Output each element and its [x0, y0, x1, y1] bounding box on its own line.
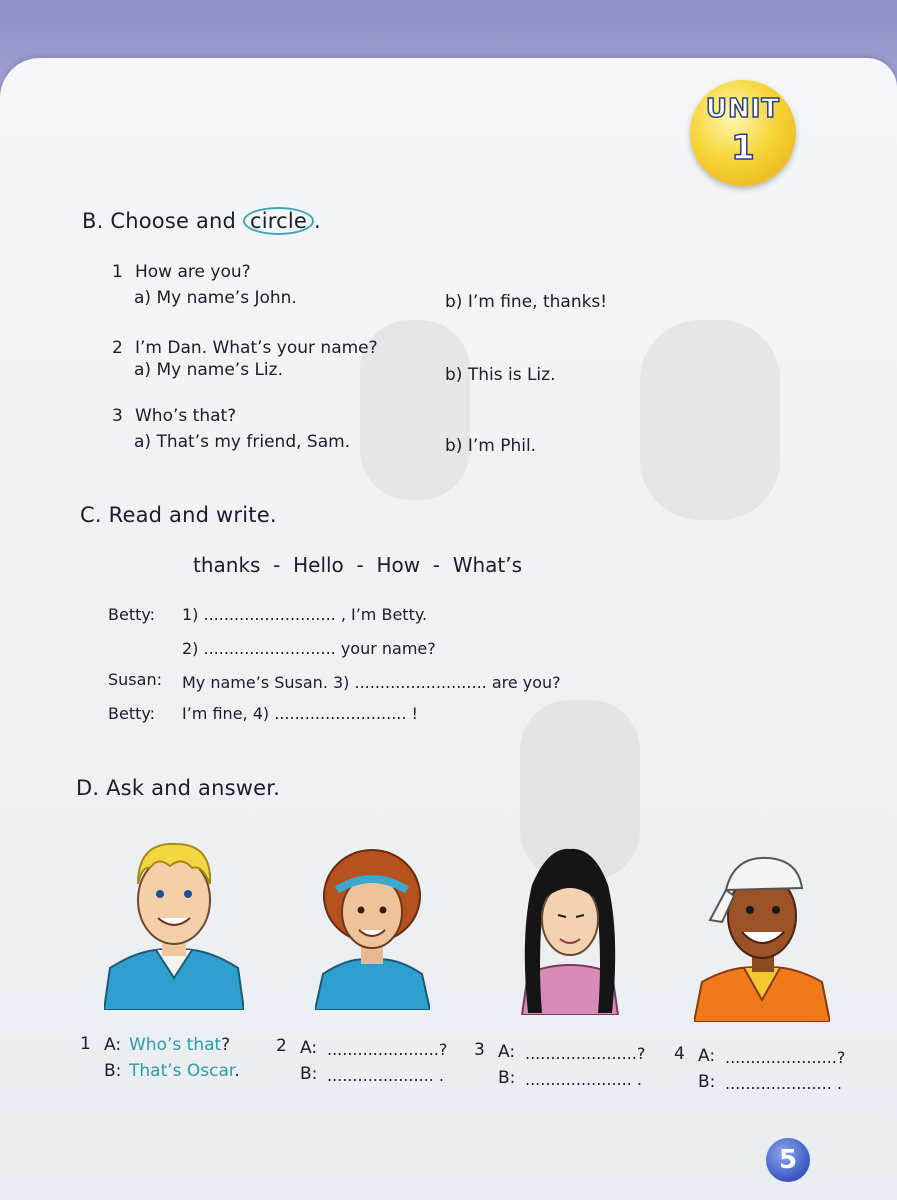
section-b-heading — [82, 207, 321, 235]
dialogue-line-1[interactable]: 1) .......................... , I’m Betty. — [182, 605, 428, 624]
boy-cap-illustration — [694, 850, 830, 1022]
question-3-text: Who’s that? — [135, 406, 237, 426]
dialogue-line-3[interactable]: My name’s Susan. 3) .......................... are you? — [182, 673, 561, 692]
word-bank: thanks - Hello - How - What’s — [193, 553, 523, 577]
unit-badge — [690, 80, 796, 186]
question-1-option-a[interactable]: a) My name’s John. — [134, 288, 297, 308]
section-d-heading: D. Ask and answer. — [76, 776, 281, 800]
question-2-number: 2 — [112, 338, 123, 358]
dialogue-1-question — [129, 1035, 230, 1055]
dialogue-speaker: Betty: — [108, 605, 156, 624]
section-b-heading-pre: B. Choose and — [82, 209, 237, 233]
dialogue-speaker: Susan: — [108, 670, 162, 689]
page-number: 5 — [766, 1138, 810, 1182]
question-1-option-b[interactable]: b) I’m fine, thanks! — [445, 292, 608, 312]
dialogue-4-number: 4 — [674, 1044, 685, 1064]
unit-label: UNIT — [705, 94, 781, 124]
dialogue-3-answer-blank[interactable]: ..................... . — [525, 1070, 642, 1089]
dialogue-1-question-mark: ? — [221, 1035, 231, 1055]
question-3-number: 3 — [112, 406, 123, 426]
dialogue-4-b-label: B: — [698, 1072, 716, 1092]
unit-number: 1 — [731, 128, 755, 168]
section-c-heading: C. Read and write. — [80, 503, 277, 527]
dialogue-2-question-blank[interactable]: ......................? — [327, 1040, 448, 1059]
bleed-through-figure — [640, 320, 780, 520]
dialogue-4-question-blank[interactable]: ......................? — [725, 1048, 846, 1067]
dialogue-line-4[interactable]: I’m fine, 4) .......................... ! — [182, 704, 418, 723]
dialogue-3-question-blank[interactable]: ......................? — [525, 1044, 646, 1063]
dialogue-1-number: 1 — [80, 1034, 91, 1054]
dialogue-3-b-label: B: — [498, 1068, 516, 1088]
girl-headband-illustration — [315, 838, 430, 1010]
dialogue-2-a-label: A: — [300, 1038, 318, 1058]
dialogue-speaker: Betty: — [108, 704, 156, 723]
dialogue-1-question-text: Who’s that — [129, 1035, 222, 1055]
dialogue-1-a-label: A: — [104, 1035, 122, 1055]
question-2-option-a[interactable]: a) My name’s Liz. — [134, 360, 283, 380]
dialogue-line-2[interactable]: 2) .......................... your name? — [182, 639, 436, 658]
question-2-text: I’m Dan. What’s your name? — [135, 338, 378, 358]
question-3-option-b[interactable]: b) I’m Phil. — [445, 436, 537, 456]
dialogue-4-answer-blank[interactable]: ..................... . — [725, 1074, 842, 1093]
dialogue-3-a-label: A: — [498, 1042, 516, 1062]
girl-long-hair-illustration — [518, 845, 622, 1015]
dialogue-2-answer-blank[interactable]: ..................... . — [327, 1066, 444, 1085]
dialogue-2-b-label: B: — [300, 1064, 318, 1084]
dialogue-2-number: 2 — [276, 1036, 287, 1056]
question-3-option-a[interactable]: a) That’s my friend, Sam. — [134, 432, 351, 452]
question-1-number: 1 — [112, 262, 123, 282]
dialogue-4-a-label: A: — [698, 1046, 716, 1066]
dialogue-1-answer — [129, 1061, 240, 1081]
oscar-illustration — [104, 838, 244, 1010]
circled-word: circle — [243, 207, 314, 235]
dialogue-1-answer-text: That’s Oscar — [129, 1061, 235, 1081]
dialogue-1-b-label: B: — [104, 1061, 122, 1081]
section-b-heading-post: . — [314, 209, 321, 233]
question-1-text: How are you? — [135, 262, 251, 282]
question-2-option-b[interactable]: b) This is Liz. — [445, 365, 556, 385]
dialogue-3-number: 3 — [474, 1040, 485, 1060]
dialogue-1-answer-end: . — [234, 1061, 240, 1081]
